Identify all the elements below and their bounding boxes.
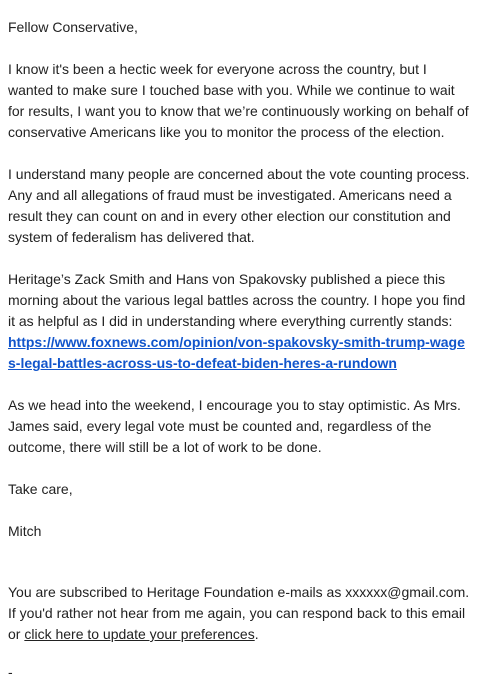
- paragraph-legal-battles: [8, 269, 472, 374]
- footer-period: .: [254, 626, 259, 642]
- subscription-footer: [8, 582, 472, 645]
- paragraph-vote-counting: I understand many people are concerned about the vote counting process. Any and all allegations of fraud must be investigated. Americans need a result they can count on and in every other election our constitution and system of federalism has delivered that.: [8, 166, 470, 245]
- signature-dash: -: [8, 664, 13, 680]
- paragraph-weekend: As we head into the weekend, I encourage you to stay optimistic. As Mrs. James said, every legal vote must be counted and, regardless of the outcome, there will still be a lot of work to be done.: [8, 397, 461, 455]
- footer-text: You are subscribed to Heritage Foundation e-mails as xxxxxx@gmail.com. If you'd rather not hear from me again, you can respond back to this email or: [8, 584, 470, 642]
- foxnews-article-link[interactable]: https://www.foxnews.com/opinion/von-spakovsky-smith-trump-wages-legal-battles-across-us-to-defeat-biden-heres-a-rundown: [8, 334, 465, 371]
- closing: Take care,: [8, 481, 73, 497]
- paragraph-intro: I know it's been a hectic week for everyone across the country, but I wanted to make sure I touched base with you. While we continue to wait for results, I want you to know that we’re continuously working on behalf of conservative Americans like you to monitor the process of the election.: [8, 61, 469, 140]
- greeting: Fellow Conservative,: [8, 19, 138, 35]
- update-preferences-link[interactable]: click here to update your preferences: [24, 626, 255, 642]
- signature: Mitch: [8, 523, 42, 539]
- paragraph-legal-battles-text: Heritage’s Zack Smith and Hans von Spakovsky published a piece this morning about the various legal battles across the country. I hope you find it as helpful as I did in understanding where everything currently stands:: [8, 271, 466, 329]
